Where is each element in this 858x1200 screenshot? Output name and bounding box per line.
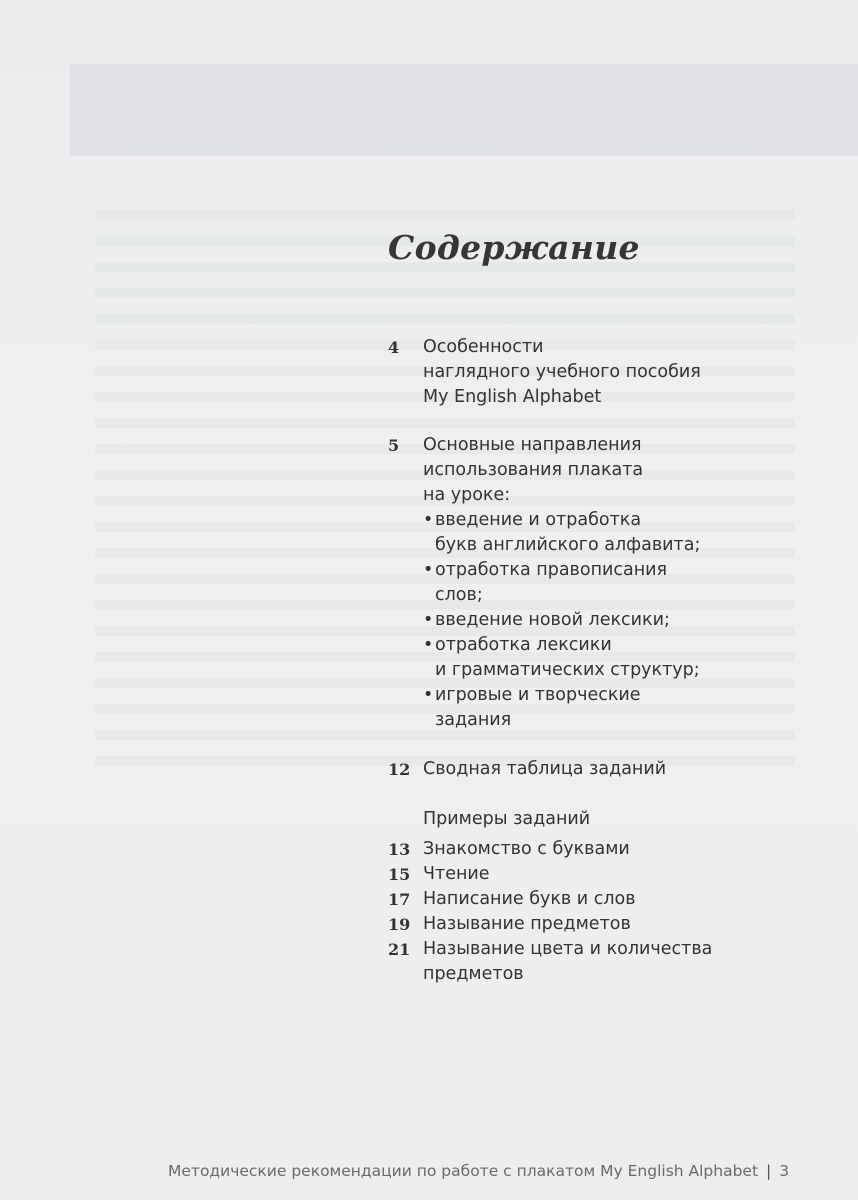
bullet-icon: • [423,510,434,530]
list-item [423,683,700,733]
page-footer [168,1162,789,1180]
footer-separator: | [766,1162,772,1180]
toc-entry-text: Называние предметов [423,914,631,934]
examples-heading: Примеры заданий [423,809,591,829]
toc-page-number: 13 [388,840,411,859]
toc-entry-features [388,335,701,410]
toc-page-number: 17 [388,890,411,909]
toc-entry-summary-table [388,757,666,782]
bullet-text: введение новой лексики; [435,610,670,630]
toc-entry-text [423,335,701,410]
bullet-text-cont: задания [435,710,512,730]
bullet-text-cont: и грамматических структур; [435,660,700,680]
list-item [423,508,700,558]
bullet-icon: • [423,560,434,580]
bullet-icon: • [423,635,434,655]
toc-line: My English Alphabet [423,387,602,407]
toc-line: предметов [423,964,524,984]
toc-entry-text [423,937,712,987]
toc-entry-directions [388,433,700,733]
show-through-band [70,64,858,156]
toc-entry-text: Сводная таблица заданий [423,759,667,779]
bullet-icon: • [423,685,434,705]
page-number: 3 [779,1162,790,1180]
footer-text: Методические рекомендации по работе с плакатом My English Alphabet [168,1162,759,1180]
bullet-text: отработка лексики [435,635,612,655]
toc-entry-example [388,837,630,862]
toc-page-number: 5 [388,436,400,455]
bullet-text: игровые и творческие [435,685,641,705]
list-item [423,633,700,683]
bullet-text-cont: слов; [435,585,483,605]
bullet-icon: • [423,610,434,630]
bullet-text-cont: букв английского алфавита; [435,535,701,555]
toc-line: наглядного учебного пособия [423,362,701,382]
toc-line: использования плаката [423,460,644,480]
toc-entry-example [388,862,490,887]
toc-line: на уроке: [423,485,511,505]
bullet-text: отработка правописания [435,560,668,580]
list-item [423,558,700,608]
toc-line: Называние цвета и количества [423,939,713,959]
toc-entry-text: Знакомство с буквами [423,839,630,859]
toc-line: Основные направления [423,435,642,455]
bullet-text: введение и отработка [435,510,642,530]
toc-page-number: 21 [388,940,411,959]
toc-line: Особенности [423,337,544,357]
toc-entry-text [423,433,700,733]
toc-page-number: 15 [388,865,411,884]
list-item [423,608,700,633]
toc-entry-example [388,912,631,937]
toc-page-number: 4 [388,338,400,357]
bullet-list [423,508,700,733]
toc-entry-example [388,887,636,912]
toc-entry-text: Написание букв и слов [423,889,636,909]
toc-page-number: 19 [388,915,411,934]
toc-entry-example [388,937,712,987]
toc-page-number: 12 [388,760,411,779]
toc-entry-text: Чтение [423,864,490,884]
page-title: Содержание [388,228,640,267]
